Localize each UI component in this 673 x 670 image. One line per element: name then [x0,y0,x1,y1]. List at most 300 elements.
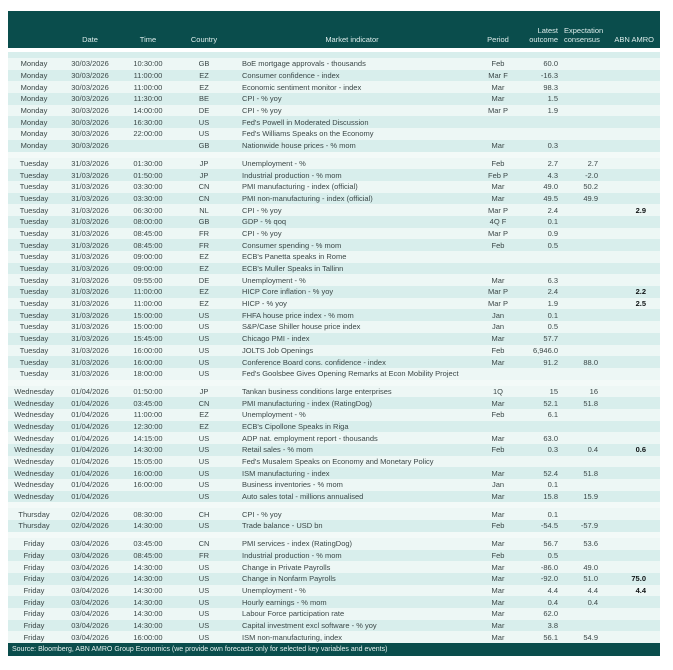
cell-latest: 52.1 [543,398,558,408]
cell-date: 01/04/2026 [71,468,109,478]
cell-period: Feb [491,445,505,455]
table-row [8,263,660,275]
table-header-row [8,11,660,48]
table-row [8,596,660,608]
cell-date: 01/04/2026 [71,480,109,490]
cell-time: 16:00:00 [133,357,163,367]
table-row [8,81,660,93]
cell-date: 31/03/2026 [71,158,109,168]
cell-time: 08:45:00 [133,240,163,250]
cell-latest: 0.9 [547,228,558,238]
cell-latest: 3.8 [547,620,558,630]
cell-latest: -92.0 [540,574,558,584]
cell-latest: 49.0 [543,182,558,192]
cell-date: 31/03/2026 [71,170,109,180]
cell-day: Monday [20,82,48,92]
cell-country: EZ [199,252,209,262]
cell-time: 16:00:00 [133,632,163,642]
cell-indicator: Change in Private Payrolls [242,562,331,572]
cell-latest: 62.0 [543,609,558,619]
table-row [8,251,660,263]
cell-consensus: 15.9 [583,492,598,502]
cell-latest: 2.4 [547,287,558,297]
cell-country: CN [198,193,210,203]
cell-day: Monday [20,59,48,69]
cell-time: 11:00:00 [133,410,163,420]
cell-day: Tuesday [19,369,49,379]
source-bar [8,643,660,656]
cell-latest: 0.1 [547,217,558,227]
cell-country: DE [198,275,210,285]
cell-time: 14:30:00 [133,609,163,619]
cell-abnamro: 75.0 [631,574,646,584]
cell-country: DE [198,106,210,116]
cell-period: Mar [491,585,505,595]
table-row [8,386,660,398]
cell-latest: 1.9 [547,299,558,309]
cell-consensus: 49.0 [583,562,598,572]
cell-time: 10:30:00 [133,59,163,69]
cell-country: US [198,357,210,367]
cell-time: 14:30:00 [133,574,163,584]
cell-indicator: ECB's Muller Speaks in Tallinn [242,264,344,274]
cell-period: Mar [491,492,505,502]
cell-country: US [198,445,210,455]
cell-period: Feb [491,410,505,420]
cell-country: CN [198,182,210,192]
cell-country: US [198,129,210,139]
cell-latest: 0.4 [547,597,558,607]
cell-indicator: Labour Force participation rate [242,609,345,619]
cell-day: Tuesday [19,310,49,320]
table-row [8,70,660,82]
cell-latest: 15.8 [543,492,558,502]
cell-country: BE [198,94,209,104]
cell-day: Wednesday [14,421,54,431]
cell-indicator: Hourly earnings - % mom [242,597,327,607]
cell-day: Friday [23,620,45,630]
cell-time: 16:00:00 [133,345,163,355]
cell-period: Feb P [487,170,508,180]
cell-time: 14:30:00 [133,445,163,455]
cell-date: 03/04/2026 [71,539,109,549]
cell-latest: -54.5 [540,521,558,531]
cell-date: 01/04/2026 [71,492,109,502]
cell-latest: 0.3 [547,141,558,151]
cell-time: 08:30:00 [133,509,163,519]
cell-date: 30/03/2026 [71,94,109,104]
cell-date: 31/03/2026 [71,334,109,344]
cell-indicator: HICP Core inflation - % yoy [242,287,334,297]
cell-consensus: 0.4 [587,445,598,455]
cell-time: 12:30:00 [133,421,163,431]
cell-indicator: Fed's Goolsbee Gives Opening Remarks at Econ Mobility Project [242,369,459,379]
cell-abnamro: 2.5 [635,299,646,309]
cell-day: Tuesday [19,345,49,355]
cell-latest: 56.7 [543,539,558,549]
table-row [8,479,660,491]
cell-period: Mar [491,509,505,519]
cell-period: Feb [491,345,505,355]
cell-period: Mar [491,562,505,572]
cell-period: Mar [491,609,505,619]
cell-indicator: PMI manufacturing - index (official) [242,182,358,192]
cell-time: 03:30:00 [133,182,163,192]
cell-date: 01/04/2026 [71,421,109,431]
cell-date: 03/04/2026 [71,574,109,584]
table-row [8,467,660,479]
cell-date: 03/04/2026 [71,609,109,619]
cell-day: Wednesday [14,468,54,478]
cell-latest: 0.1 [547,480,558,490]
cell-time: 18:00:00 [133,369,163,379]
cell-date: 01/04/2026 [71,457,109,467]
table-row [8,274,660,286]
cell-country: EZ [199,287,209,297]
cell-date: 03/04/2026 [71,585,109,595]
table-row [8,631,660,643]
cell-day: Tuesday [19,182,49,192]
cell-time: 06:30:00 [133,205,163,215]
table-row [8,608,660,620]
cell-indicator: Tankan business conditions large enterprises [242,386,392,396]
cell-latest: 91.2 [543,357,558,367]
cell-day: Tuesday [19,205,49,215]
cell-country: JP [199,170,209,180]
cell-day: Monday [20,71,48,81]
cell-day: Friday [23,597,45,607]
cell-period: Mar [491,193,505,203]
cell-country: US [198,457,210,467]
cell-consensus: 2.7 [587,158,598,168]
cell-period: Mar [491,334,505,344]
cell-time: 09:00:00 [133,252,163,262]
cell-date: 02/04/2026 [71,509,109,519]
cell-date: 03/04/2026 [71,632,109,642]
cell-latest: 49.5 [543,193,558,203]
table-row [8,158,660,170]
column-header-latest: Latest outcome [529,26,558,44]
table-row [8,520,660,532]
cell-indicator: PMI manufacturing - index (RatingDog) [242,398,373,408]
cell-date: 30/03/2026 [71,71,109,81]
cell-latest: 15 [549,386,558,396]
cell-time: 14:15:00 [133,433,163,443]
cell-period: Mar [491,539,505,549]
table-row [8,169,660,181]
cell-date: 31/03/2026 [71,369,109,379]
cell-day: Wednesday [14,398,54,408]
column-header-indicator: Market indicator [325,35,379,44]
cell-country: EZ [199,421,209,431]
cell-indicator: Fed's Williams Speaks on the Economy [242,129,374,139]
cell-indicator: Trade balance - USD bn [242,521,323,531]
cell-time: 08:45:00 [133,550,163,560]
cell-country: EZ [199,71,209,81]
cell-country: EZ [199,82,209,92]
cell-latest: 0.1 [547,310,558,320]
cell-consensus: 51.0 [583,574,598,584]
cell-consensus: -2.0 [585,170,598,180]
table-row [8,444,660,456]
cell-latest: 6.1 [547,410,558,420]
cell-day: Wednesday [14,410,54,420]
cell-consensus: 53.6 [583,539,598,549]
cell-indicator: Unemployment - % [242,158,306,168]
column-header-abnamro: ABN AMRO [614,35,654,44]
table-row [8,309,660,321]
cell-latest: 0.5 [547,322,558,332]
cell-day: Friday [23,539,45,549]
cell-country: US [198,492,210,502]
table-row [8,585,660,597]
table-row [8,491,660,503]
cell-date: 03/04/2026 [71,597,109,607]
cell-time: 14:30:00 [133,620,163,630]
cell-date: 30/03/2026 [71,59,109,69]
cell-period: Mar [491,141,505,151]
cell-day: Tuesday [19,357,49,367]
cell-period: 4Q F [489,217,507,227]
cell-period: Feb [491,59,505,69]
cell-time: 15:00:00 [133,310,163,320]
cell-period: Feb [491,240,505,250]
cell-date: 30/03/2026 [71,129,109,139]
cell-day: Monday [20,94,48,104]
cell-day: Tuesday [19,240,49,250]
cell-country: EZ [199,264,209,274]
cell-time: 11:00:00 [133,71,163,81]
cell-indicator: Industrial production - % mom [242,550,342,560]
cell-country: US [198,345,210,355]
cell-time: 11:00:00 [133,82,163,92]
table-row [8,432,660,444]
cell-day: Wednesday [14,492,54,502]
cell-consensus: 49.9 [583,193,598,203]
cell-time: 11:30:00 [133,94,163,104]
table-row [8,286,660,298]
cell-indicator: CPI - % yoy [242,228,282,238]
cell-date: 30/03/2026 [71,117,109,127]
cell-indicator: ISM non-manufacturing, index [242,632,343,642]
cell-period: Mar P [487,287,508,297]
table-row [8,356,660,368]
table-row [8,193,660,205]
cell-time: 15:45:00 [133,334,163,344]
cell-country: US [198,574,210,584]
cell-country: US [198,117,210,127]
cell-date: 31/03/2026 [71,205,109,215]
cell-day: Wednesday [14,433,54,443]
column-header-time: Time [139,35,157,44]
cell-country: US [198,585,210,595]
cell-date: 03/04/2026 [71,620,109,630]
cell-latest: -86.0 [540,562,558,572]
cell-period: Mar [491,275,505,285]
cell-time: 16:00:00 [133,480,163,490]
cell-day: Thursday [18,521,50,531]
cell-day: Tuesday [19,252,49,262]
cell-latest: 0.5 [547,550,558,560]
cell-country: CN [198,398,210,408]
cell-country: CN [198,539,210,549]
cell-indicator: Chicago PMI - index [242,334,310,344]
table-row [8,397,660,409]
cell-day: Tuesday [19,299,49,309]
cell-indicator: GDP - % qoq [242,217,287,227]
cell-day: Friday [23,585,45,595]
cell-indicator: Business inventories - % mom [242,480,343,490]
cell-latest: 52.4 [543,468,558,478]
cell-day: Tuesday [19,228,49,238]
cell-latest: 56.1 [543,632,558,642]
cell-latest: 2.7 [547,158,558,168]
cell-time: 01:30:00 [133,158,163,168]
cell-time: 01:50:00 [133,170,163,180]
table-row [8,508,660,520]
cell-abnamro: 2.9 [635,205,646,215]
cell-indicator: Consumer spending - % mom [242,240,342,250]
cell-time: 14:30:00 [133,585,163,595]
cell-date: 01/04/2026 [71,433,109,443]
cell-date: 01/04/2026 [71,410,109,420]
cell-consensus: 51.8 [583,398,598,408]
cell-indicator: Fed's Musalem Speaks on Economy and Monetary Policy [242,457,434,467]
cell-latest: 98.3 [543,82,558,92]
cell-indicator: Unemployment - % [242,585,306,595]
cell-period: Mar [491,632,505,642]
cell-indicator: ADP nat. employment report - thousands [242,433,378,443]
cell-day: Tuesday [19,287,49,297]
cell-date: 31/03/2026 [71,240,109,250]
cell-day: Friday [23,574,45,584]
cell-day: Wednesday [14,457,54,467]
cell-time: 14:00:00 [133,106,163,116]
cell-indicator: ISM manufacturing - index [242,468,330,478]
cell-period: Mar [491,468,505,478]
cell-date: 31/03/2026 [71,345,109,355]
cell-consensus: 54.9 [583,632,598,642]
cell-consensus: -57.9 [580,521,598,531]
cell-indicator: Conference Board cons. confidence - index [242,357,386,367]
cell-date: 30/03/2026 [71,141,109,151]
table-row [8,368,660,380]
cell-time: 22:00:00 [133,129,163,139]
cell-time: 09:00:00 [133,264,163,274]
cell-date: 31/03/2026 [71,228,109,238]
cell-date: 01/04/2026 [71,386,109,396]
cell-latest: 1.9 [547,106,558,116]
table-row [8,333,660,345]
cell-country: US [198,521,210,531]
table-row [8,140,660,152]
column-header-period: Period [487,35,509,44]
table-row [8,620,660,632]
cell-latest: 4.3 [547,170,558,180]
table-row [8,204,660,216]
cell-country: CH [198,509,210,519]
table-row [8,573,660,585]
table-row [8,128,660,140]
cell-time: 14:30:00 [133,562,163,572]
cell-time: 03:45:00 [133,398,163,408]
cell-time: 09:55:00 [133,275,163,285]
cell-date: 31/03/2026 [71,310,109,320]
cell-day: Tuesday [19,193,49,203]
cell-indicator: Capital investment excl software - % yoy [242,620,377,630]
cell-period: Mar P [487,205,508,215]
cell-day: Tuesday [19,322,49,332]
cell-latest: 0.5 [547,240,558,250]
cell-time: 11:00:00 [133,299,163,309]
cell-time: 08:45:00 [133,228,163,238]
cell-period: Mar [491,620,505,630]
cell-date: 31/03/2026 [71,357,109,367]
cell-day: Friday [23,632,45,642]
cell-period: Jan [491,310,505,320]
cell-date: 30/03/2026 [71,106,109,116]
cell-latest: 6,946.0 [532,345,558,355]
cell-latest: 1.5 [547,94,558,104]
cell-indicator: Consumer confidence - index [242,71,340,81]
cell-day: Tuesday [19,170,49,180]
cell-date: 31/03/2026 [71,322,109,332]
cell-period: Mar F [488,71,508,81]
column-header-consensus: Expectation consensus [564,26,604,44]
cell-date: 03/04/2026 [71,562,109,572]
cell-day: Tuesday [19,334,49,344]
cell-date: 31/03/2026 [71,275,109,285]
cell-period: Feb [491,158,505,168]
cell-indicator: PMI non-manufacturing - index (official) [242,193,373,203]
cell-country: US [198,609,210,619]
cell-country: FR [199,550,209,560]
cell-indicator: ECB's Cipollone Speaks in Riga [242,421,349,431]
cell-country: GB [198,141,210,151]
cell-period: Mar [491,398,505,408]
cell-latest: 2.4 [547,205,558,215]
cell-indicator: Unemployment - % [242,410,306,420]
table-row [8,409,660,421]
cell-country: US [198,562,210,572]
table-row [8,550,660,562]
cell-period: Feb [491,550,505,560]
cell-period: 1Q [492,386,503,396]
column-header-country: Country [190,35,218,44]
cell-period: Mar P [487,299,508,309]
table-body [8,52,660,643]
cell-indicator: JOLTS Job Openings [242,345,314,355]
cell-date: 01/04/2026 [71,398,109,408]
cell-indicator: CPI - % yoy [242,94,282,104]
cell-indicator: ECB's Panetta speaks in Rome [242,252,347,262]
column-header-date: Date [82,35,98,44]
cell-latest: 0.1 [547,509,558,519]
cell-country: JP [199,158,209,168]
cell-country: FR [199,228,209,238]
cell-country: EZ [199,299,209,309]
table-row [8,228,660,240]
cell-country: EZ [199,410,209,420]
table-row [8,538,660,550]
cell-time: 15:05:00 [133,457,163,467]
cell-indicator: PMI services - index (RatingDog) [242,539,353,549]
cell-period: Mar [491,82,505,92]
table-row [8,58,660,70]
cell-latest: 60.0 [543,59,558,69]
cell-day: Monday [20,117,48,127]
source-text: Source: Bloomberg, ABN AMRO Group Economics (we provide own forecasts only for selected key variables and events) [12,646,388,653]
